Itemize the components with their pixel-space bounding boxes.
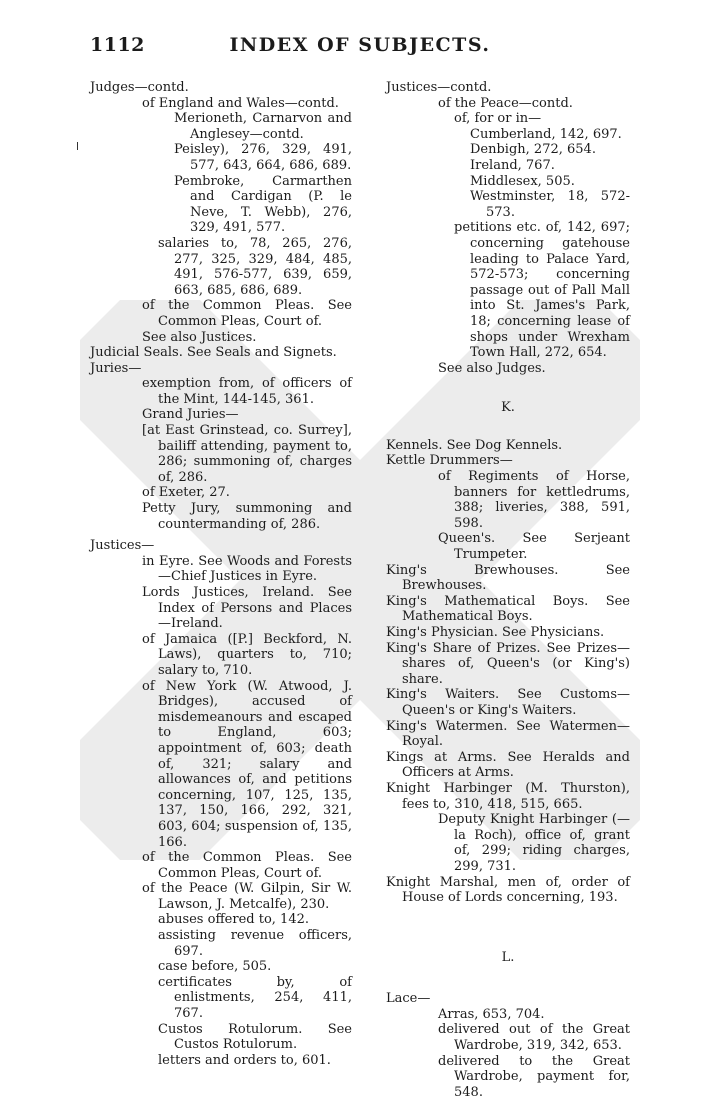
page-number: 1112 (90, 34, 145, 56)
index-entry: of the Common Pleas. See Common Pleas, Court of. (142, 850, 352, 881)
running-title: INDEX OF SUBJECTS. (229, 34, 491, 56)
index-entry: Ireland, 767. (470, 157, 555, 173)
index-entry: of Jamaica ([P.] Beckford, N. Laws), quarters to, 710; salary to, 710. (142, 631, 352, 678)
index-entry: King's Mathematical Boys. See Mathematical Boys. (386, 593, 630, 625)
index-entry: letters and orders to, 601. (158, 1052, 331, 1068)
index-entry: of the Peace (W. Gilpin, Sir W. Lawson, J. Metcalfe), 230. (142, 881, 352, 912)
index-entry: in Eyre. See Woods and Forests—Chief Justices in Eyre. (142, 553, 352, 585)
index-entry: of England and Wales—contd. (142, 95, 339, 111)
section-heading-l: L. (501, 949, 515, 965)
index-entry: King's Share of Prizes. See Prizes—shares of, Queen's (or King's) share. (386, 640, 630, 687)
index-entry: Custos Rotulorum. See Custos Rotulorum. (158, 1021, 352, 1053)
index-entry: Denbigh, 272, 654. (470, 142, 596, 158)
index-entry: Justices—contd. (386, 80, 492, 95)
index-entry: Kings at Arms. See Heralds and Officers at Arms. (386, 749, 630, 781)
index-entry: Middlesex, 505. (470, 173, 575, 189)
index-entry: Merioneth, Carnarvon and Anglesey—contd. (174, 111, 352, 142)
index-entry: assisting revenue officers, 697. (158, 928, 352, 959)
index-entry: Petty Jury, summoning and countermanding of, 286. (142, 501, 352, 532)
index-entry: petitions etc. of, 142, 697; concerning gatehouse leading to Palace Yard, 572-573; concerning passage out of Pall Mall into St. James's Park, 18; concerning lease of shops under Wrexham Town Hall, 272, 654. (454, 220, 630, 361)
index-entry: Lords Justices, Ireland. See Index of Persons and Places—Ireland. (142, 585, 352, 632)
right-column (386, 80, 630, 1100)
index-entry: of the Peace—contd. (438, 95, 573, 111)
index-entry: Lace— (386, 991, 431, 1007)
index-entry: Knight Marshal, men of, order of House of Lords concerning, 193. (386, 874, 630, 906)
index-entry: case before, 505. (158, 959, 272, 975)
index-entry: Kennels. See Dog Kennels. (386, 437, 563, 453)
index-entry: Queen's. See Serjeant Trumpeter. (438, 531, 630, 563)
index-entry: of Exeter, 27. (142, 485, 230, 501)
index-entry: Kettle Drummers— (386, 453, 513, 469)
left-column (90, 80, 352, 1068)
index-entry: Pembroke, Carmarthen and Cardigan (P. le Neve, T. Webb), 276, 329, 491, 577. (174, 173, 352, 236)
index-entry: King's Physician. See Physicians. (386, 625, 605, 640)
index-entry: Cumberland, 142, 697. (470, 126, 622, 142)
index-entry: Peisley), 276, 329, 491, 577, 643, 664, 686, 689. (174, 142, 352, 173)
index-entry: of, for or in— (454, 111, 542, 127)
index-entry: King's Waiters. See Customs—Queen's or King's Waiters. (386, 687, 630, 718)
margin-mark (77, 142, 78, 150)
index-entry: Justices— (90, 538, 155, 554)
index-entry: Judicial Seals. See Seals and Signets. (90, 345, 337, 361)
index-entry: salaries to, 78, 265, 276, 277, 325, 329, 484, 485, 491, 576-577, 639, 659, 663, 685, 686, 689. (158, 235, 352, 298)
index-entry: Juries— (90, 360, 142, 376)
index-entry: of Regiments of Horse, banners for kettledrums, 388; liveries, 388, 591, 598. (438, 469, 630, 531)
section-heading-k: K. (501, 400, 515, 416)
index-entry: Westminster, 18, 572-573. (470, 189, 630, 220)
page-header (0, 34, 720, 62)
index-entry: Judges—contd. (90, 80, 189, 95)
index-entry: abuses offered to, 142. (158, 912, 309, 928)
index-entry: exemption from, of officers of the Mint, 144-145, 361. (142, 376, 352, 407)
justices-continued (386, 80, 630, 376)
index-entry: of the Common Pleas. See Common Pleas, Court of. (142, 298, 352, 329)
index-entry: delivered to the Great Wardrobe, payment for, 548. (438, 1053, 630, 1100)
index-entry: [at East Grinstead, co. Surrey], bailiff attending, payment to, 286; summoning of, charges of, 286. (142, 423, 352, 485)
index-entry: Grand Juries— (142, 407, 239, 423)
index-entry: delivered out of the Great Wardrobe, 319, 342, 653. (438, 1022, 630, 1054)
index-entry: of New York (W. Atwood, J. Bridges), accused of misdemeanours and escaped to England, 603; appointment of, 603; death of, 321; salary and allowances of, and petitions concerning, 107, 125, 135, 137, 150, 166, 292, 321, 603, 604; suspension of, 135, 166. (142, 678, 352, 850)
section-l-entries (386, 991, 630, 1100)
section-k-entries (386, 438, 630, 906)
index-entry: See also Judges. (438, 360, 546, 376)
index-entry: certificates by, of enlistments, 254, 411, 767. (158, 974, 352, 1022)
index-entry: Deputy Knight Harbinger (— la Roch), office of, grant of, 299; riding charges, 299, 731. (438, 812, 630, 874)
index-entry: See also Justices. (142, 329, 257, 345)
index-entry: Arras, 653, 704. (438, 1006, 545, 1022)
index-entry: King's Watermen. See Watermen—Royal. (386, 718, 630, 750)
index-entry: Knight Harbinger (M. Thurston), fees to, 310, 418, 515, 665. (386, 780, 630, 812)
index-entry: King's Brewhouses. See Brewhouses. (386, 562, 630, 594)
